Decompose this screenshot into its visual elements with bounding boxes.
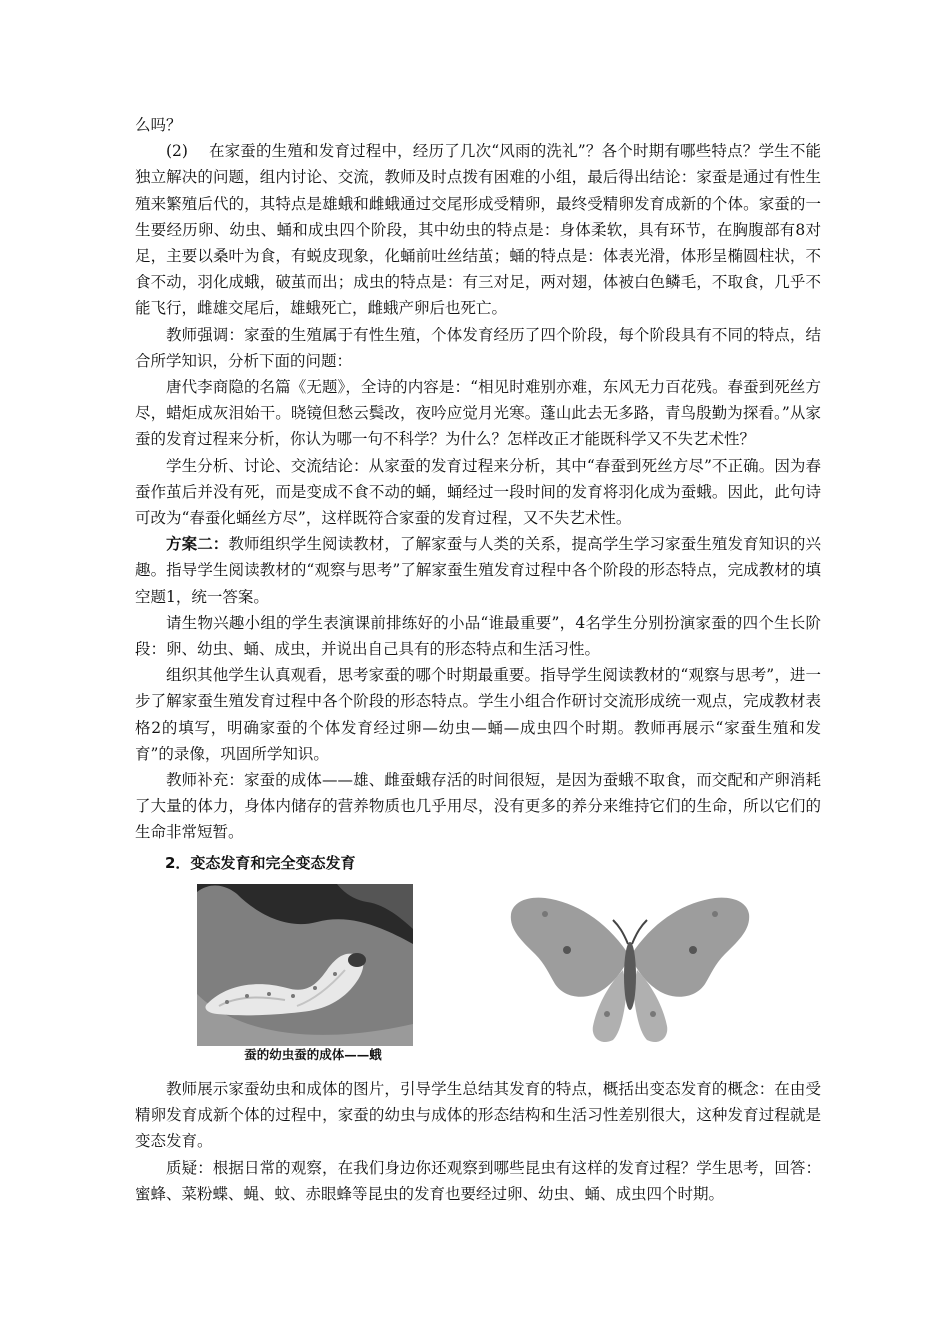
paragraph-question-2: (2) 在家蚕的生殖和发育过程中，经历了几次“风雨的洗礼”？各个时期有哪些特点？学生不能独立解决的问题，组内讨论、交流，教师及时点拨有困难的小组，最后得出结论：家蚕是通过有性生殖来繁殖后代的，其特点是雄蛾和雌蛾通过交尾形成受精卵，最终受精卵发育成新的个体。家蚕的一生要经历卵、幼虫、蛹和成虫四个阶段，其中幼虫的特点是：身体柔软，具有环节，在胸腹部有8对足，主要以桑叶为食，有蜕皮现象，化蛹前吐丝结茧；蛹的特点是：体表光滑，体形呈椭圆柱状，不食不动，羽化成蛾，破茧而出；成虫的特点是：有三对足，两对翅，体被白色鳞毛，不取食，几乎不能飞行，雌雄交尾后，雄蛾死亡，雌蛾产卵后也死亡。 <box>135 142 821 318</box>
paragraph-poem: 唐代李商隐的名篇《无题》，全诗的内容是：“相见时难别亦难，东风无力百花残。春蚕到死丝方尽，蜡炬成灰泪始干。晓镜但愁云鬓改，夜吟应觉月光寒。蓬山此去无多路，青鸟殷勤为探看。”从家蚕的发育过程来分析，你认为哪一句不科学？为什么？怎样改正才能既科学又不失艺术性？ <box>135 378 821 449</box>
plan-2-text: 教师组织学生阅读教材，了解家蚕与人类的关系，提高学生学习家蚕生殖发育知识的兴趣。指导学生阅读教材的“观察与思考”了解家蚕生殖发育过程中各个阶段的形态特点，完成教材的填空题1，统一答案。 <box>135 535 821 606</box>
document-page <box>135 112 821 1207</box>
silkworm-larva-image <box>197 884 413 1046</box>
paragraph-observation: 组织其他学生认真观看，思考家蚕的哪个时期最重要。指导学生阅读教材的“观察与思考”，进一步了解家蚕生殖发育过程中各个阶段的形态特点。学生小组合作研讨交流形成统一观点，完成教材表格2的填写，明确家蚕的个体发育经过卵—幼虫—蛹—成虫四个时期。教师再展示“家蚕生殖和发育”的录像，巩固所学知识。 <box>135 666 821 763</box>
figure-caption: 蚕的幼虫蚕的成体——蛾 <box>244 1046 382 1062</box>
plan-2-label: 方案二： <box>166 534 229 554</box>
section-heading: 2．变态发育和完全变态发育 <box>165 853 356 872</box>
paragraph-question-insects: 质疑：根据日常的观察，在我们身边你还观察到哪些昆虫有这样的发育过程？学生思考，回答：蜜蜂、菜粉蝶、蝇、蚊、赤眼蜂等昆虫的发育也要经过卵、幼虫、蛹、成虫四个时期。 <box>135 1158 821 1203</box>
paragraph-teacher-emphasis: 教师强调：家蚕的生殖属于有性生殖，个体发育经历了四个阶段，每个阶段具有不同的特点，结合所学知识，分析下面的问题： <box>135 325 821 370</box>
paragraph-metamorphosis: 教师展示家蚕幼虫和成体的图片，引导学生总结其发育的特点，概括出变态发育的概念：在由受精卵发育成新个体的过程中，家蚕的幼虫与成体的形态结构和生活习性差别很大，这种发育过程就是变态发育。 <box>135 1079 821 1151</box>
figure-row <box>135 880 821 1076</box>
silk-moth-image <box>505 880 755 1048</box>
paragraph-continuation: 么吗？ <box>135 116 182 134</box>
paragraph-student-conclusion: 学生分析、讨论、交流结论：从家蚕的发育过程来分析，其中“春蚕到死丝方尽”不正确。因为春蚕作茧后并没有死，而是变成不食不动的蛹，蛹经过一段时间的发育将羽化成为蚕蛾。因此，此句诗可改为“春蚕化蛹丝方尽”，这样既符合家蚕的发育过程，又不失艺术性。 <box>135 456 821 528</box>
paragraph-skit: 请生物兴趣小组的学生表演课前排练好的小品“谁最重要”，4名学生分别扮演家蚕的四个生长阶段：卵、幼虫、蛹、成虫，并说出自己具有的形态特点和生活习性。 <box>135 613 821 659</box>
paragraph-plan-2 <box>135 531 821 610</box>
paragraph-teacher-supplement: 教师补充：家蚕的成体——雄、雌蚕蛾存活的时间很短，是因为蚕蛾不取食，而交配和产卵消耗了大量的体力，身体内储存的营养物质也几乎用尽，没有更多的养分来维持它们的生命，所以它们的生命非常短暂。 <box>135 771 821 842</box>
